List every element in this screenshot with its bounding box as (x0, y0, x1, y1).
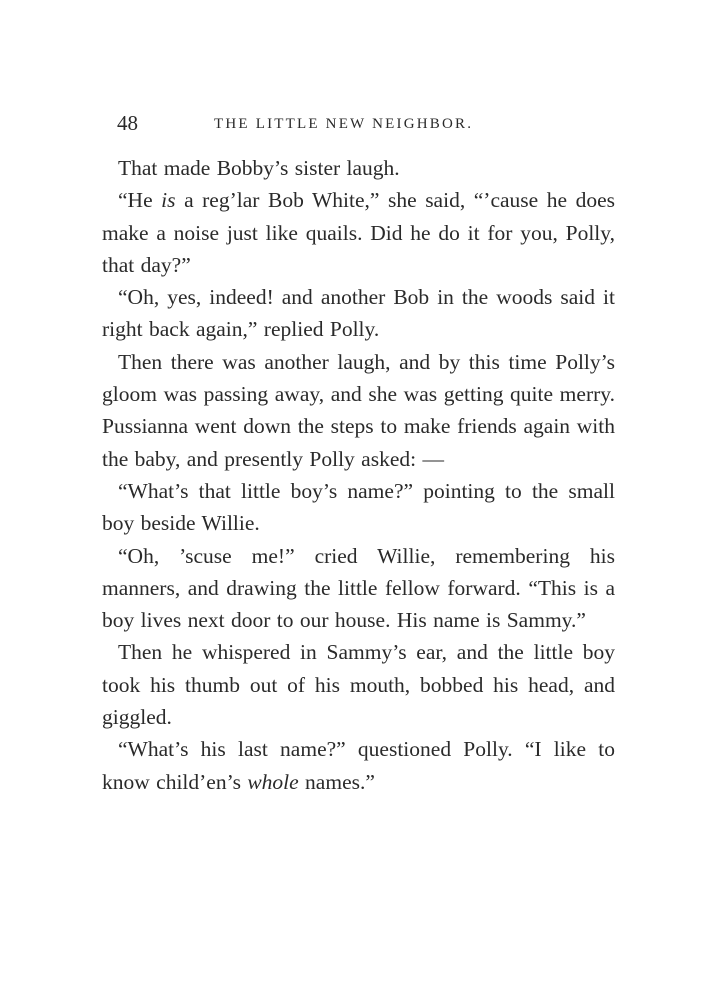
paragraph-1: That made Bobby’s sister laugh. (118, 156, 400, 180)
body-text (102, 152, 615, 798)
paragraph-7: Then he whispered in Sammy’s ear, and the little boy took his thumb out of his mouth, bobbed his head, and giggled. (102, 640, 615, 730)
paragraph-2: “He is a reg’lar Bob White,” she said, “’cause he does make a noise just like quails. Did he do it for you, Polly, that day?” (102, 188, 615, 277)
paragraph-6: “Oh, ’scuse me!” cried Willie, remembering his manners, and drawing the little fellow forward. “This is a boy lives next door to our house. His name is Sammy.” (102, 543, 615, 633)
running-title: THE LITTLE NEW NEIGHBOR. (214, 116, 474, 132)
emphasis-whole: whole (247, 769, 299, 794)
paragraph-3: “Oh, yes, indeed! and another Bob in the woods said it right back again,” replied Polly. (102, 285, 615, 342)
paragraph-8: “What’s his last name?” questioned Polly. “I like to know child’en’s whole names.” (102, 737, 615, 794)
page-number: 48 (117, 111, 138, 135)
paragraph-4: Then there was another laugh, and by this time Polly’s gloom was passing away, and she was getting quite merry. Pussianna went down the steps to make friends again with the baby, and presently Polly asked: — (102, 349, 615, 471)
paragraph-5: “What’s that little boy’s name?” pointing to the small boy beside Willie. (102, 478, 615, 536)
emphasis-is: is (161, 188, 176, 213)
running-head (117, 110, 615, 136)
